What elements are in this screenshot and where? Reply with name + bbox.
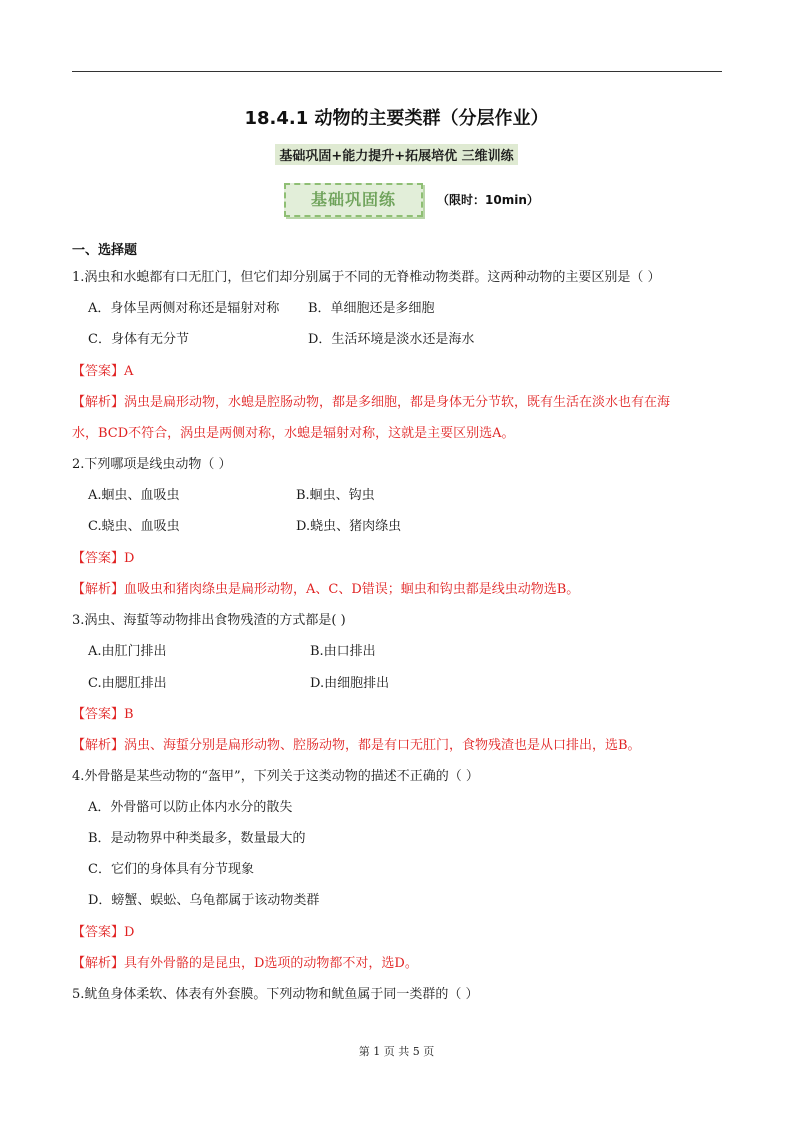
analysis: 水，BCD不符合，涡虫是两侧对称，水螅是辐射对称，这就是主要区别选A。 (72, 426, 515, 441)
option: C．身体有无分节 (88, 332, 189, 347)
answer: 【答案】B (72, 707, 134, 722)
question-stem: 4.外骨骼是某些动物的“盔甲”，下列关于这类动物的描述不正确的（ ） (72, 769, 479, 784)
option: D．生活环境是淡水还是海水 (308, 332, 475, 347)
question-stem: 5.鱿鱼身体柔软、体表有外套膜。下列动物和鱿鱼属于同一类群的（ ） (72, 987, 479, 1002)
answer: 【答案】D (72, 551, 135, 566)
analysis: 【解析】具有外骨骼的是昆虫，D选项的动物都不对，选D。 (72, 956, 418, 971)
answer: 【答案】D (72, 925, 135, 940)
option: C.蛲虫、血吸虫 (88, 519, 180, 534)
section-badge: 基础巩固练 (284, 183, 423, 217)
option: D．螃蟹、蜈蚣、乌龟都属于该动物类群 (88, 893, 320, 908)
answer: 【答案】A (72, 364, 134, 379)
question-stem: 1.涡虫和水螅都有口无肛门，但它们却分别属于不同的无脊椎动物类群。这两种动物的主要区别是（ ） (72, 270, 661, 285)
top-rule (72, 71, 722, 72)
option: D.由细胞排出 (310, 676, 390, 691)
section-title: 一、选择题 (72, 243, 138, 258)
option: B．是动物界中种类最多，数量最大的 (88, 831, 306, 846)
option: A．身体呈两侧对称还是辐射对称 (88, 301, 280, 316)
option: A．外骨骼可以防止体内水分的散失 (88, 800, 293, 815)
analysis: 【解析】血吸虫和猪肉绦虫是扁形动物，A、C、D错误；蛔虫和钩虫都是线虫动物选B。 (72, 582, 580, 597)
page-footer: 第 1 页 共 5 页 (358, 1045, 435, 1058)
subtitle-wrap (0, 144, 793, 165)
question-stem: 2.下列哪项是线虫动物（ ） (72, 457, 232, 472)
option: B.由口排出 (310, 644, 376, 659)
option: B．单细胞还是多细胞 (308, 301, 435, 316)
question-stem: 3.涡虫、海蜇等动物排出食物残渣的方式都是( ) (72, 613, 346, 628)
page-subtitle: 基础巩固+能力提升+拓展培优 三维训练 (275, 144, 517, 165)
analysis: 【解析】涡虫、海蜇分别是扁形动物、腔肠动物，都是有口无肛门，食物残渣也是从口排出，选B。 (72, 738, 641, 753)
option: B.蛔虫、钩虫 (296, 488, 375, 503)
option: A.蛔虫、血吸虫 (88, 488, 180, 503)
analysis: 【解析】涡虫是扁形动物，水螅是腔肠动物，都是多细胞，都是身体无分节软，既有生活在淡水也有在海 (72, 395, 671, 410)
option: C．它们的身体具有分节现象 (88, 862, 254, 877)
page-title: 18.4.1 动物的主要类群（分层作业） (244, 108, 549, 129)
option: C.由腮肛排出 (88, 676, 167, 691)
option: A.由肛门排出 (88, 644, 167, 659)
option: D.蛲虫、猪肉绦虫 (296, 519, 402, 534)
time-limit: （限时：10min） (437, 193, 539, 207)
